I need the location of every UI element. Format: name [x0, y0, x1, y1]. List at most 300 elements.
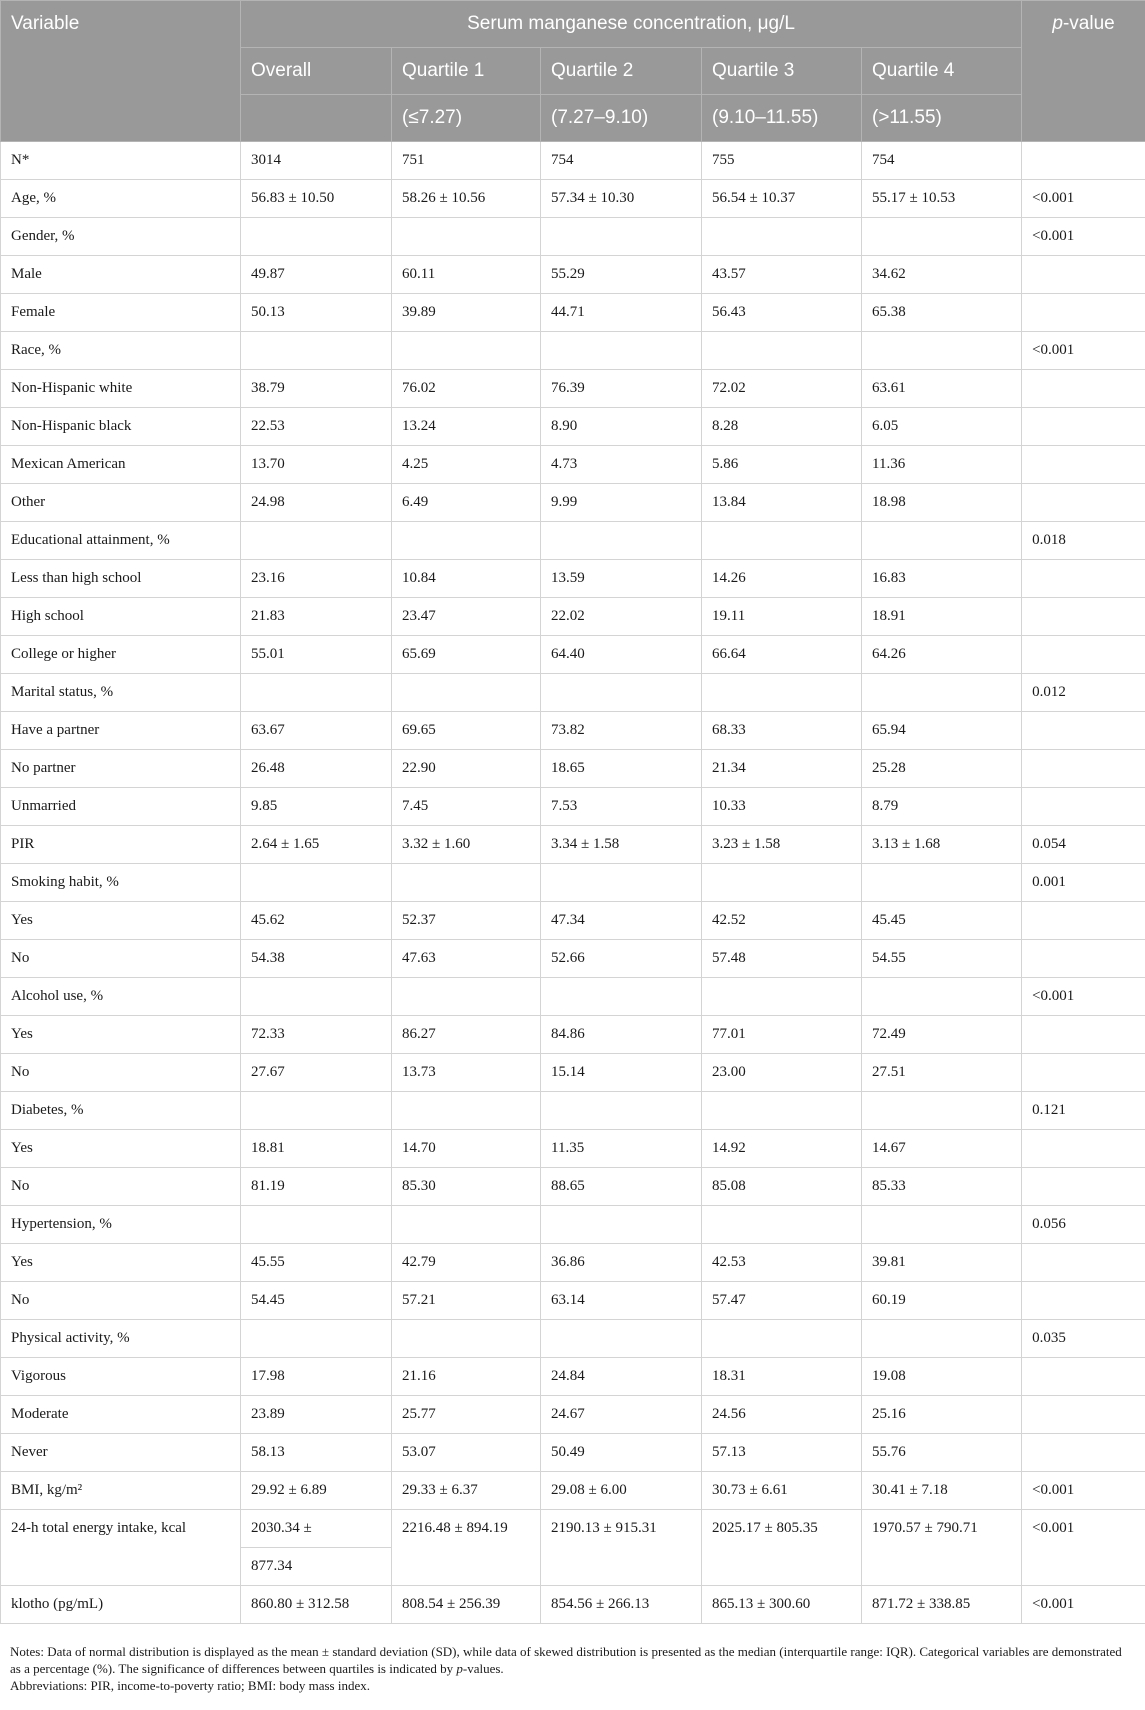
cell-variable: No	[1, 1168, 241, 1206]
table-row	[1, 750, 1145, 788]
cell-quartile-1: 2216.48 ± 894.19	[392, 1510, 541, 1586]
cell-quartile-1: 808.54 ± 256.39	[392, 1586, 541, 1624]
cell-variable: No	[1, 1054, 241, 1092]
cell-quartile-3: 42.52	[702, 902, 862, 940]
cell-quartile-2	[541, 1320, 702, 1358]
cell-variable: Non-Hispanic white	[1, 370, 241, 408]
cell-quartile-3: 43.57	[702, 256, 862, 294]
cell-pvalue	[1022, 1358, 1145, 1396]
cell-pvalue	[1022, 940, 1145, 978]
table-row	[1, 1434, 1145, 1472]
table-row	[1, 1320, 1145, 1358]
cell-quartile-1: 751	[392, 142, 541, 180]
cell-quartile-2: 18.65	[541, 750, 702, 788]
cell-pvalue: <0.001	[1022, 180, 1145, 218]
cell-pvalue	[1022, 142, 1145, 180]
cell-variable: Educational attainment, %	[1, 522, 241, 560]
cell-quartile-3: 10.33	[702, 788, 862, 826]
cell-quartile-2: 8.90	[541, 408, 702, 446]
cell-quartile-2: 52.66	[541, 940, 702, 978]
cell-quartile-4	[862, 674, 1022, 712]
cell-quartile-3: 3.23 ± 1.58	[702, 826, 862, 864]
cell-quartile-4: 54.55	[862, 940, 1022, 978]
table-row	[1, 940, 1145, 978]
cell-quartile-1: 53.07	[392, 1434, 541, 1472]
cell-quartile-1: 4.25	[392, 446, 541, 484]
cell-quartile-3	[702, 674, 862, 712]
cell-variable: Vigorous	[1, 1358, 241, 1396]
cell-quartile-2: 7.53	[541, 788, 702, 826]
cell-variable: Physical activity, %	[1, 1320, 241, 1358]
cell-pvalue	[1022, 1054, 1145, 1092]
cell-overall: 55.01	[241, 636, 392, 674]
cell-overall: 54.45	[241, 1282, 392, 1320]
cell-quartile-4: 11.36	[862, 446, 1022, 484]
cell-quartile-4: 16.83	[862, 560, 1022, 598]
cell-overall: 45.62	[241, 902, 392, 940]
cell-overall: 877.34	[241, 1548, 392, 1586]
table-row	[1, 1168, 1145, 1206]
header-quartile-2-range: (7.27–9.10)	[541, 95, 702, 142]
cell-quartile-4	[862, 978, 1022, 1016]
cell-quartile-3	[702, 522, 862, 560]
cell-quartile-4: 45.45	[862, 902, 1022, 940]
cell-quartile-2: 76.39	[541, 370, 702, 408]
cell-quartile-4: 34.62	[862, 256, 1022, 294]
table-row	[1, 674, 1145, 712]
cell-quartile-3	[702, 1206, 862, 1244]
cell-overall	[241, 332, 392, 370]
cell-overall: 13.70	[241, 446, 392, 484]
cell-variable: No	[1, 940, 241, 978]
cell-pvalue: <0.001	[1022, 978, 1145, 1016]
cell-quartile-1: 21.16	[392, 1358, 541, 1396]
cell-variable: klotho (pg/mL)	[1, 1586, 241, 1624]
cell-quartile-2: 73.82	[541, 712, 702, 750]
header-quartile-2: Quartile 2	[541, 48, 702, 95]
cell-overall: 2.64 ± 1.65	[241, 826, 392, 864]
cell-quartile-1: 13.24	[392, 408, 541, 446]
cell-quartile-4: 14.67	[862, 1130, 1022, 1168]
cell-quartile-3: 56.54 ± 10.37	[702, 180, 862, 218]
cell-quartile-4: 30.41 ± 7.18	[862, 1472, 1022, 1510]
cell-quartile-4: 63.61	[862, 370, 1022, 408]
cell-pvalue	[1022, 560, 1145, 598]
cell-overall: 23.89	[241, 1396, 392, 1434]
cell-quartile-1	[392, 674, 541, 712]
table-row	[1, 712, 1145, 750]
cell-pvalue	[1022, 1396, 1145, 1434]
cell-quartile-4: 25.16	[862, 1396, 1022, 1434]
cell-quartile-2: 754	[541, 142, 702, 180]
cell-overall	[241, 674, 392, 712]
cell-pvalue	[1022, 408, 1145, 446]
cell-quartile-1: 7.45	[392, 788, 541, 826]
table-row	[1, 1396, 1145, 1434]
cell-variable: Female	[1, 294, 241, 332]
cell-quartile-1: 25.77	[392, 1396, 541, 1434]
cell-quartile-3: 68.33	[702, 712, 862, 750]
cell-quartile-4	[862, 522, 1022, 560]
table-row	[1, 180, 1145, 218]
cell-overall: 17.98	[241, 1358, 392, 1396]
cell-quartile-4: 18.98	[862, 484, 1022, 522]
cell-quartile-1: 85.30	[392, 1168, 541, 1206]
cell-quartile-4: 72.49	[862, 1016, 1022, 1054]
cell-quartile-2: 4.73	[541, 446, 702, 484]
header-variable: Variable	[1, 1, 241, 142]
cell-pvalue: 0.012	[1022, 674, 1145, 712]
cell-quartile-4: 19.08	[862, 1358, 1022, 1396]
cell-variable: College or higher	[1, 636, 241, 674]
cell-pvalue	[1022, 256, 1145, 294]
cell-quartile-2: 55.29	[541, 256, 702, 294]
cell-quartile-4: 27.51	[862, 1054, 1022, 1092]
cell-quartile-2: 22.02	[541, 598, 702, 636]
cell-pvalue: 0.018	[1022, 522, 1145, 560]
header-quartile-3: Quartile 3	[702, 48, 862, 95]
cell-overall	[241, 864, 392, 902]
table-row	[1, 1092, 1145, 1130]
table-row	[1, 788, 1145, 826]
table-row	[1, 1054, 1145, 1092]
cell-quartile-4: 65.94	[862, 712, 1022, 750]
header-quartile-4-range: (>11.55)	[862, 95, 1022, 142]
cell-overall: 26.48	[241, 750, 392, 788]
cell-pvalue	[1022, 750, 1145, 788]
cell-quartile-4: 39.81	[862, 1244, 1022, 1282]
cell-quartile-3: 8.28	[702, 408, 862, 446]
cell-pvalue	[1022, 788, 1145, 826]
cell-quartile-3: 72.02	[702, 370, 862, 408]
cell-overall: 23.16	[241, 560, 392, 598]
cell-quartile-3	[702, 1092, 862, 1130]
cell-quartile-3: 23.00	[702, 1054, 862, 1092]
cell-quartile-1: 23.47	[392, 598, 541, 636]
cell-quartile-1: 60.11	[392, 256, 541, 294]
cell-pvalue	[1022, 1282, 1145, 1320]
cell-variable: Moderate	[1, 1396, 241, 1434]
table-row	[1, 294, 1145, 332]
cell-quartile-2: 9.99	[541, 484, 702, 522]
cell-variable: Alcohol use, %	[1, 978, 241, 1016]
cell-pvalue	[1022, 902, 1145, 940]
cell-pvalue: 0.054	[1022, 826, 1145, 864]
header-quartile-1-range: (≤7.27)	[392, 95, 541, 142]
cell-quartile-1: 65.69	[392, 636, 541, 674]
cell-quartile-2: 24.84	[541, 1358, 702, 1396]
cell-variable: Unmarried	[1, 788, 241, 826]
cell-overall: 29.92 ± 6.89	[241, 1472, 392, 1510]
cell-quartile-2: 854.56 ± 266.13	[541, 1586, 702, 1624]
cell-quartile-4	[862, 1092, 1022, 1130]
cell-quartile-2: 3.34 ± 1.58	[541, 826, 702, 864]
cell-quartile-1: 76.02	[392, 370, 541, 408]
cell-variable: Yes	[1, 902, 241, 940]
cell-quartile-1	[392, 332, 541, 370]
cell-overall: 9.85	[241, 788, 392, 826]
cell-quartile-4	[862, 1206, 1022, 1244]
cell-overall	[241, 1320, 392, 1358]
cell-variable: High school	[1, 598, 241, 636]
cell-quartile-3: 57.48	[702, 940, 862, 978]
cell-quartile-1: 22.90	[392, 750, 541, 788]
cell-pvalue: 0.121	[1022, 1092, 1145, 1130]
cell-pvalue: <0.001	[1022, 1472, 1145, 1510]
cell-quartile-3: 57.47	[702, 1282, 862, 1320]
cell-quartile-1: 10.84	[392, 560, 541, 598]
cell-overall: 2030.34 ±	[241, 1510, 392, 1548]
header-pvalue	[1022, 1, 1145, 142]
cell-pvalue	[1022, 1434, 1145, 1472]
table-row	[1, 218, 1145, 256]
cell-variable: Diabetes, %	[1, 1092, 241, 1130]
cell-pvalue	[1022, 1016, 1145, 1054]
cell-overall: 21.83	[241, 598, 392, 636]
cell-variable: Gender, %	[1, 218, 241, 256]
cell-quartile-4: 85.33	[862, 1168, 1022, 1206]
cell-quartile-3: 19.11	[702, 598, 862, 636]
cell-variable: Marital status, %	[1, 674, 241, 712]
cell-quartile-2	[541, 522, 702, 560]
table-row	[1, 256, 1145, 294]
cell-quartile-1	[392, 978, 541, 1016]
cell-quartile-4	[862, 1320, 1022, 1358]
table-row	[1, 978, 1145, 1016]
cell-variable: Male	[1, 256, 241, 294]
cell-quartile-4: 754	[862, 142, 1022, 180]
cell-pvalue	[1022, 1244, 1145, 1282]
cell-quartile-1	[392, 522, 541, 560]
cell-quartile-3: 30.73 ± 6.61	[702, 1472, 862, 1510]
cell-quartile-3: 865.13 ± 300.60	[702, 1586, 862, 1624]
cell-quartile-3: 77.01	[702, 1016, 862, 1054]
cell-variable: Yes	[1, 1244, 241, 1282]
cell-quartile-1	[392, 1092, 541, 1130]
cell-quartile-3: 13.84	[702, 484, 862, 522]
cell-quartile-2	[541, 674, 702, 712]
cell-quartile-4: 64.26	[862, 636, 1022, 674]
cell-quartile-3	[702, 864, 862, 902]
table-row	[1, 560, 1145, 598]
cell-pvalue: <0.001	[1022, 218, 1145, 256]
header-quartile-4: Quartile 4	[862, 48, 1022, 95]
cell-quartile-4	[862, 218, 1022, 256]
cell-variable: Hypertension, %	[1, 1206, 241, 1244]
table-row	[1, 1016, 1145, 1054]
cell-variable: Age, %	[1, 180, 241, 218]
header-serum-title: Serum manganese concentration, μg/L	[241, 1, 1022, 48]
cell-quartile-2: 2190.13 ± 915.31	[541, 1510, 702, 1586]
cell-overall	[241, 522, 392, 560]
cell-quartile-2: 29.08 ± 6.00	[541, 1472, 702, 1510]
header-pvalue-italic: p	[1052, 13, 1063, 34]
cell-quartile-3: 5.86	[702, 446, 862, 484]
table-row	[1, 1206, 1145, 1244]
cell-quartile-1: 58.26 ± 10.56	[392, 180, 541, 218]
cell-variable: Non-Hispanic black	[1, 408, 241, 446]
cell-pvalue	[1022, 294, 1145, 332]
cell-quartile-4: 18.91	[862, 598, 1022, 636]
cell-variable: No partner	[1, 750, 241, 788]
cell-quartile-2: 11.35	[541, 1130, 702, 1168]
cell-overall: 3014	[241, 142, 392, 180]
cell-quartile-4	[862, 864, 1022, 902]
cell-quartile-2: 36.86	[541, 1244, 702, 1282]
cell-quartile-1: 39.89	[392, 294, 541, 332]
cell-overall: 50.13	[241, 294, 392, 332]
cell-quartile-3: 24.56	[702, 1396, 862, 1434]
cell-quartile-3: 755	[702, 142, 862, 180]
header-row-1	[1, 1, 1145, 48]
cell-variable: No	[1, 1282, 241, 1320]
cell-overall	[241, 978, 392, 1016]
cell-overall: 45.55	[241, 1244, 392, 1282]
cell-quartile-2: 15.14	[541, 1054, 702, 1092]
cell-quartile-3: 56.43	[702, 294, 862, 332]
cell-quartile-3: 18.31	[702, 1358, 862, 1396]
cell-overall: 24.98	[241, 484, 392, 522]
cell-quartile-3	[702, 332, 862, 370]
abbreviations-text: Abbreviations: PIR, income-to-poverty ratio; BMI: body mass index.	[10, 1678, 370, 1693]
cell-quartile-1: 42.79	[392, 1244, 541, 1282]
cell-overall: 81.19	[241, 1168, 392, 1206]
table-row	[1, 826, 1145, 864]
cell-pvalue: <0.001	[1022, 1510, 1145, 1586]
notes-text-end: -values.	[462, 1661, 504, 1676]
cell-overall: 58.13	[241, 1434, 392, 1472]
cell-quartile-2	[541, 1206, 702, 1244]
cell-quartile-1: 14.70	[392, 1130, 541, 1168]
cell-variable: N*	[1, 142, 241, 180]
cell-overall: 22.53	[241, 408, 392, 446]
cell-quartile-1	[392, 218, 541, 256]
cell-quartile-1	[392, 1206, 541, 1244]
cell-quartile-1: 52.37	[392, 902, 541, 940]
cell-variable: Have a partner	[1, 712, 241, 750]
cell-overall: 56.83 ± 10.50	[241, 180, 392, 218]
table-notes	[10, 1643, 1135, 1694]
cell-quartile-2: 63.14	[541, 1282, 702, 1320]
cell-quartile-3: 21.34	[702, 750, 862, 788]
cell-quartile-4: 55.17 ± 10.53	[862, 180, 1022, 218]
cell-variable: BMI, kg/m²	[1, 1472, 241, 1510]
cell-overall: 49.87	[241, 256, 392, 294]
table-row-energy	[1, 1510, 1145, 1548]
cell-overall	[241, 218, 392, 256]
cell-pvalue: 0.035	[1022, 1320, 1145, 1358]
table-row	[1, 864, 1145, 902]
cell-pvalue: 0.056	[1022, 1206, 1145, 1244]
cell-quartile-2	[541, 218, 702, 256]
table-row	[1, 636, 1145, 674]
table-row	[1, 446, 1145, 484]
cell-quartile-4: 1970.57 ± 790.71	[862, 1510, 1022, 1586]
cell-quartile-2: 50.49	[541, 1434, 702, 1472]
header-quartile-3-range: (9.10–11.55)	[702, 95, 862, 142]
table-row	[1, 598, 1145, 636]
cell-variable: Mexican American	[1, 446, 241, 484]
table-row	[1, 370, 1145, 408]
cell-quartile-4: 6.05	[862, 408, 1022, 446]
cell-quartile-3: 14.26	[702, 560, 862, 598]
cell-quartile-4: 65.38	[862, 294, 1022, 332]
cell-quartile-1: 29.33 ± 6.37	[392, 1472, 541, 1510]
table-row	[1, 332, 1145, 370]
cell-quartile-2: 24.67	[541, 1396, 702, 1434]
cell-overall	[241, 1206, 392, 1244]
cell-quartile-4: 871.72 ± 338.85	[862, 1586, 1022, 1624]
cell-pvalue	[1022, 636, 1145, 674]
notes-text	[10, 1643, 1135, 1677]
cell-quartile-4: 8.79	[862, 788, 1022, 826]
cell-quartile-3: 85.08	[702, 1168, 862, 1206]
cell-variable: Smoking habit, %	[1, 864, 241, 902]
table-row	[1, 902, 1145, 940]
table-row-klotho	[1, 1586, 1145, 1624]
cell-pvalue	[1022, 712, 1145, 750]
table-row	[1, 522, 1145, 560]
cell-overall: 54.38	[241, 940, 392, 978]
cell-quartile-3: 14.92	[702, 1130, 862, 1168]
cell-variable: Less than high school	[1, 560, 241, 598]
notes-text-main: Notes: Data of normal distribution is displayed as the mean ± standard deviation (SD), while data of skewed distribution is presented as the median (interquartile range: IQR). Categorical variables are demonstrated as a percentage (%). The significance of differences between quartiles is indicated by	[10, 1644, 1122, 1676]
cell-pvalue: <0.001	[1022, 1586, 1145, 1624]
cell-quartile-1: 69.65	[392, 712, 541, 750]
table-row	[1, 1244, 1145, 1282]
cell-variable: Yes	[1, 1016, 241, 1054]
cell-quartile-1	[392, 864, 541, 902]
cell-quartile-2	[541, 864, 702, 902]
header-quartile-1: Quartile 1	[392, 48, 541, 95]
header-overall: Overall	[241, 48, 392, 95]
cell-quartile-3: 66.64	[702, 636, 862, 674]
cell-quartile-4: 60.19	[862, 1282, 1022, 1320]
cell-quartile-2	[541, 332, 702, 370]
cell-pvalue	[1022, 1168, 1145, 1206]
table-row	[1, 484, 1145, 522]
cell-pvalue: 0.001	[1022, 864, 1145, 902]
cell-quartile-1: 6.49	[392, 484, 541, 522]
cell-variable: Other	[1, 484, 241, 522]
cell-overall: 860.80 ± 312.58	[241, 1586, 392, 1624]
cell-quartile-2: 88.65	[541, 1168, 702, 1206]
cell-quartile-1: 3.32 ± 1.60	[392, 826, 541, 864]
cell-quartile-4: 55.76	[862, 1434, 1022, 1472]
cell-quartile-1: 86.27	[392, 1016, 541, 1054]
notes-text-italic: p	[456, 1661, 463, 1676]
cell-quartile-4: 25.28	[862, 750, 1022, 788]
table-row	[1, 1130, 1145, 1168]
cell-quartile-3	[702, 218, 862, 256]
cell-overall: 72.33	[241, 1016, 392, 1054]
cell-quartile-2: 64.40	[541, 636, 702, 674]
cell-overall: 18.81	[241, 1130, 392, 1168]
cell-quartile-2: 47.34	[541, 902, 702, 940]
cell-variable: Never	[1, 1434, 241, 1472]
cell-variable: Yes	[1, 1130, 241, 1168]
table-row	[1, 408, 1145, 446]
table-row	[1, 1472, 1145, 1510]
cell-quartile-3: 57.13	[702, 1434, 862, 1472]
cell-quartile-2: 84.86	[541, 1016, 702, 1054]
cell-quartile-2: 57.34 ± 10.30	[541, 180, 702, 218]
cell-quartile-3: 42.53	[702, 1244, 862, 1282]
cell-overall: 38.79	[241, 370, 392, 408]
cell-variable: 24-h total energy intake, kcal	[1, 1510, 241, 1586]
cell-pvalue	[1022, 598, 1145, 636]
table-row	[1, 1358, 1145, 1396]
